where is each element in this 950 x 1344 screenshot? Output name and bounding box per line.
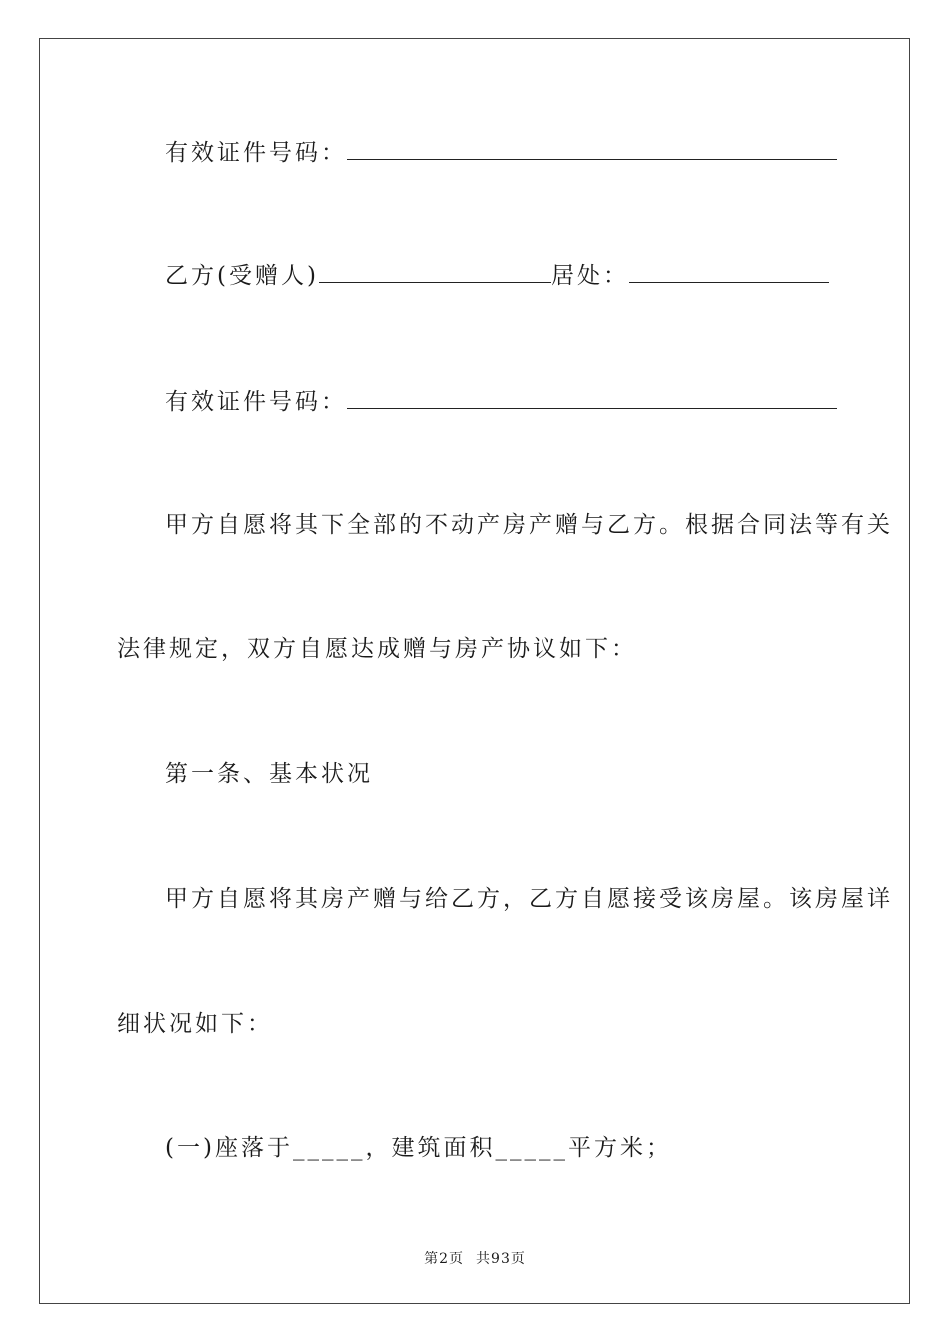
residence-field[interactable] [629, 260, 829, 283]
item-1-prefix: (一)座落于 [165, 1135, 293, 1161]
location-blank[interactable]: _____ [292, 1135, 366, 1161]
item-1-suffix: 平方米； [567, 1135, 672, 1161]
id-number-line-2 [165, 386, 837, 417]
page-footer [0, 1248, 950, 1268]
paragraph-2-line-2: 细状况如下： [117, 1011, 273, 1037]
residence-label: 居处： [550, 263, 629, 289]
item-1-line [165, 1133, 672, 1163]
id-number-line-1 [165, 137, 837, 168]
page-border [39, 38, 910, 1304]
area-blank[interactable]: _____ [495, 1135, 568, 1161]
id-number-field[interactable] [347, 386, 837, 409]
paragraph-1-line-2: 法律规定，双方自愿达成赠与房产协议如下： [117, 636, 637, 662]
id-number-field[interactable] [347, 137, 837, 160]
paragraph-1-line-1: 甲方自愿将其下全部的不动产房产赠与乙方。根据合同法等有关 [165, 512, 893, 538]
paragraph-2-line-1: 甲方自愿将其房产赠与给乙方，乙方自愿接受该房屋。该房屋详 [165, 886, 893, 912]
page-total: 共93页 [476, 1251, 526, 1267]
item-1-mid: ，建筑面积 [365, 1135, 496, 1161]
article-1-title: 第一条、基本状况 [165, 761, 373, 787]
page-current: 第2页 [424, 1251, 465, 1267]
party-b-line [165, 260, 829, 291]
party-b-name-field[interactable] [319, 260, 551, 283]
id-number-label: 有效证件号码： [165, 140, 347, 166]
party-b-label: 乙方(受赠人) [165, 263, 319, 289]
id-number-label: 有效证件号码： [165, 389, 347, 415]
